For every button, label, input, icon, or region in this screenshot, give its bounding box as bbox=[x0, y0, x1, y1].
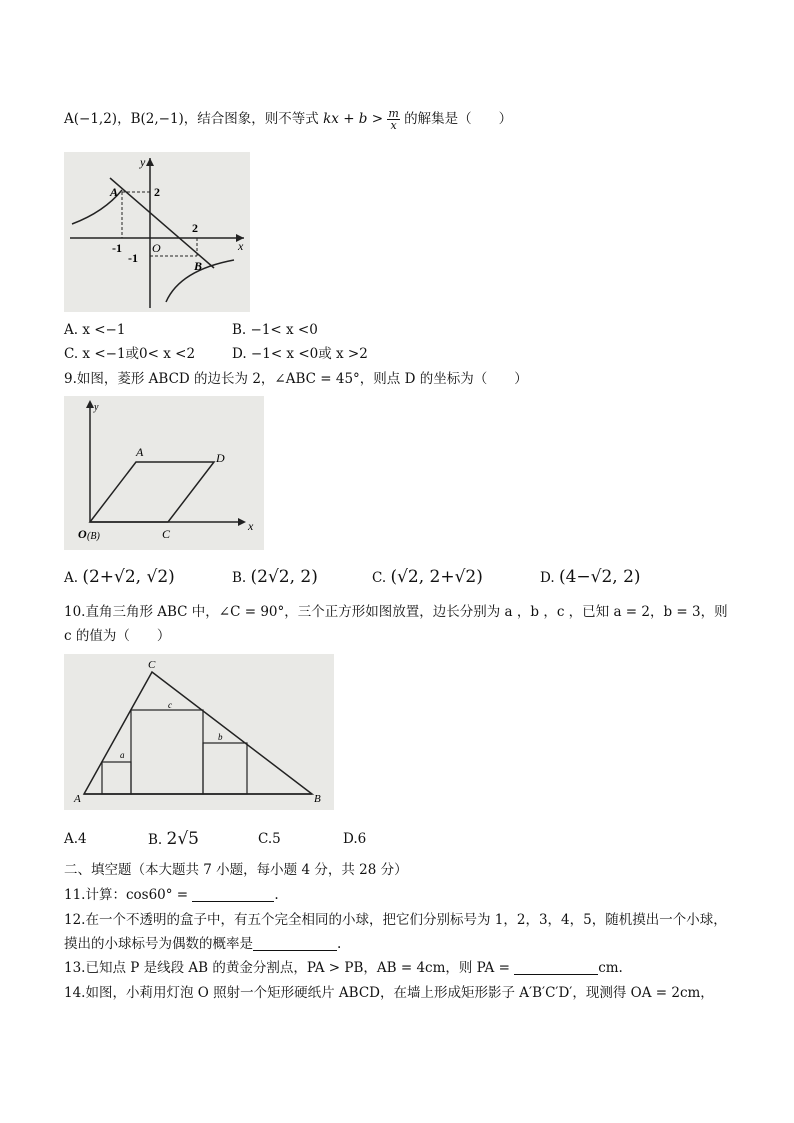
q8-label-o: O bbox=[152, 241, 161, 255]
q11-text: 11.计算：cos60° = bbox=[64, 887, 189, 903]
q9-figure bbox=[64, 396, 264, 550]
q8-label-neg1y: -1 bbox=[128, 251, 138, 265]
q14-line1: 14.如图，小莉用灯泡 O 照射一个矩形硬纸片 ABCD，在墙上形成矩形影子 A′B′C′D′，现测得 OA = 2cm， bbox=[64, 985, 714, 1001]
q8-fraction bbox=[387, 108, 399, 131]
section-heading-fill-blank: 二、填空题（本大题共 7 小题，每小题 4 分，共 28 分） bbox=[64, 862, 408, 878]
q8-option-c: C. x <−1或0< x <2 bbox=[64, 346, 196, 362]
q8-label-y: y bbox=[140, 155, 146, 169]
q8-label-neg1x: -1 bbox=[112, 241, 122, 255]
q10-label-c-vertex: C bbox=[148, 659, 156, 671]
q10-triangle bbox=[84, 672, 312, 794]
q9-rhombus bbox=[90, 462, 214, 522]
q10-option-b: B. 2√5 bbox=[148, 829, 199, 849]
q10-label-a-vertex: A bbox=[74, 793, 81, 805]
q10-option-c: C.5 bbox=[258, 831, 281, 847]
q9-label-d: D bbox=[216, 451, 225, 465]
q9-label-c: C bbox=[162, 527, 171, 541]
q8-inequality-left: kx + b > bbox=[323, 111, 384, 127]
q10-label-c: c bbox=[168, 700, 172, 710]
q11: 11.计算：cos60° = . bbox=[64, 887, 279, 903]
q8-stem bbox=[64, 108, 512, 131]
q8-label-x: x bbox=[238, 239, 244, 253]
q9-option-b: B. (2√2, 2) bbox=[232, 567, 318, 587]
q10-square-c bbox=[131, 710, 203, 794]
q9-option-b-value: (2√2, 2) bbox=[250, 567, 318, 587]
q9-option-c: C. (√2, 2+√2) bbox=[372, 567, 483, 587]
q12-answer-blank[interactable] bbox=[253, 936, 337, 951]
q8-option-a: A. x <−1 bbox=[64, 322, 126, 338]
q9-option-a: A. (2+√2, √2) bbox=[64, 567, 175, 587]
q10-label-a: a bbox=[120, 750, 125, 760]
q10-stem-line1: 10.直角三角形 ABC 中，∠C = 90°，三个正方形如图放置，边长分别为 a ，b ，c ，已知 a = 2，b = 3，则 bbox=[64, 604, 728, 620]
q13-answer-blank[interactable] bbox=[514, 960, 598, 975]
q9-label-x: x bbox=[248, 519, 254, 533]
q8-label-b: B bbox=[194, 259, 203, 273]
q9-stem: 9.如图，菱形 ABCD 的边长为 2，∠ABC = 45°，则点 D 的坐标为（ ） bbox=[64, 371, 528, 387]
q8-label-2y: 2 bbox=[154, 185, 160, 199]
q10-stem-line2: c 的值为（ ） bbox=[64, 628, 171, 644]
q9-label-y: y bbox=[94, 402, 99, 413]
q13: 13.已知点 P 是线段 AB 的黄金分割点，PA > PB，AB = 4cm，则 PA = cm. bbox=[64, 960, 623, 976]
q12-text: 摸出的小球标号为偶数的概率是 bbox=[64, 936, 253, 952]
q9-option-a-value: (2+√2, √2) bbox=[82, 567, 175, 587]
q13-text: 13.已知点 P 是线段 AB 的黄金分割点，PA > PB，AB = 4cm，则 PA = bbox=[64, 960, 510, 976]
q9-label-o: O bbox=[78, 527, 87, 541]
q10-label-b-vertex: B bbox=[314, 793, 321, 805]
q8-line bbox=[110, 178, 214, 268]
q10-option-b-value: 2√5 bbox=[166, 829, 199, 849]
q10-option-d: D.6 bbox=[343, 831, 367, 847]
q8-stem-pre: A(−1,2)，B(2,−1)，结合图象，则不等式 bbox=[64, 111, 319, 127]
q10-option-a: A.4 bbox=[64, 831, 87, 847]
q8-label-2x: 2 bbox=[192, 221, 198, 235]
q8-frac-num: m bbox=[388, 107, 399, 120]
q8-stem-post: 的解集是（ ） bbox=[404, 111, 513, 127]
q12-line2: 摸出的小球标号为偶数的概率是 . bbox=[64, 936, 342, 952]
q9-option-d: D. (4−√2, 2) bbox=[540, 567, 641, 587]
q8-option-d: D. −1< x <0或 x >2 bbox=[232, 346, 368, 362]
q12-line1: 12.在一个不透明的盒子中，有五个完全相同的小球，把它们分别标号为 1，2，3，4，5，随机摸出一个小球， bbox=[64, 912, 727, 928]
q11-answer-blank[interactable] bbox=[192, 887, 274, 902]
q9-option-c-value: (√2, 2+√2) bbox=[390, 567, 483, 587]
q9-option-d-value: (4−√2, 2) bbox=[558, 567, 641, 587]
q10-square-b bbox=[203, 743, 247, 794]
q8-label-a: A bbox=[110, 185, 119, 199]
q9-label-a: A bbox=[136, 445, 144, 459]
q8-option-b: B. −1< x <0 bbox=[232, 322, 318, 338]
q10-figure bbox=[64, 654, 334, 810]
q10-square-a bbox=[102, 762, 131, 794]
q8-figure bbox=[64, 152, 250, 312]
q10-label-b: b bbox=[218, 732, 223, 742]
q8-frac-den: x bbox=[390, 119, 397, 132]
q9-label-b: (B) bbox=[87, 531, 100, 542]
